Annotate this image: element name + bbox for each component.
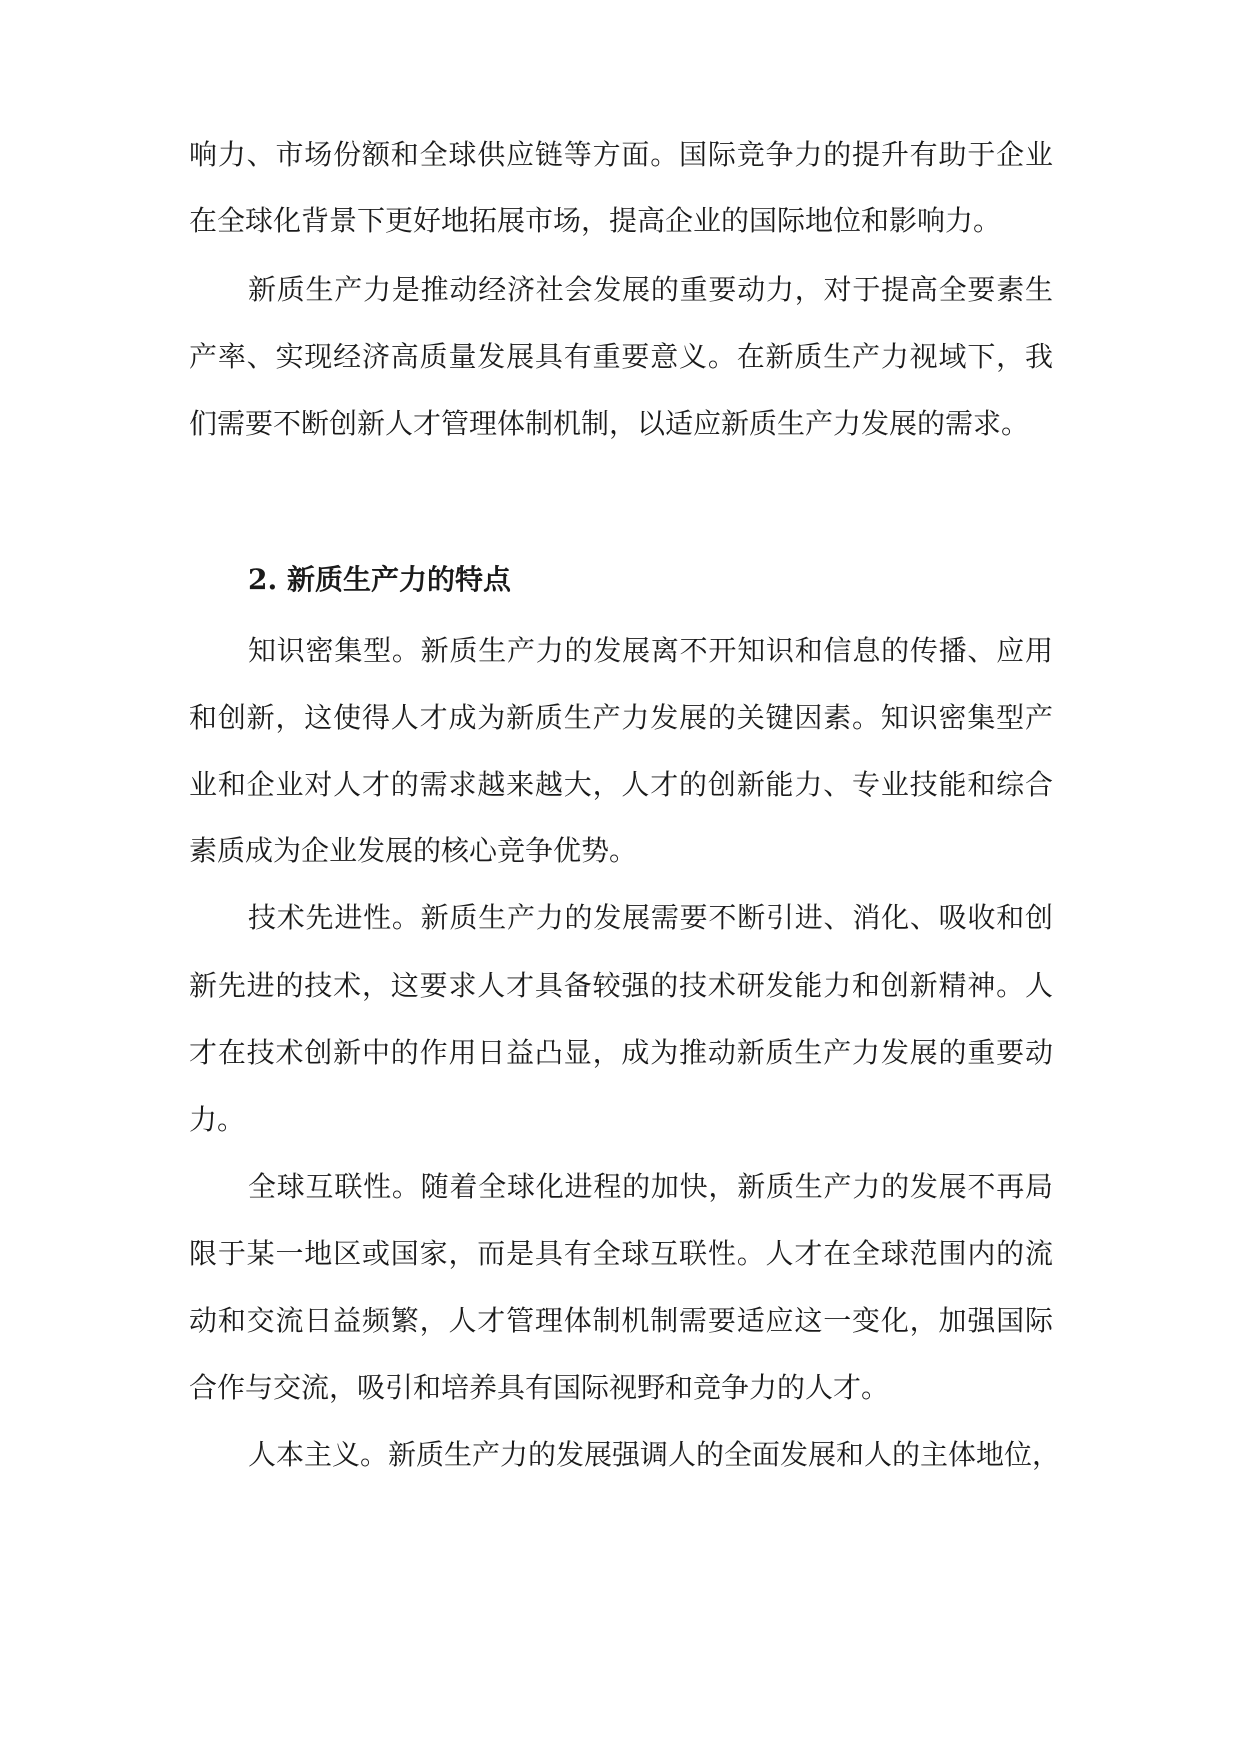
text-line: 动和交流日益频繁，人才管理体制机制需要适应这一变化，加强国际 xyxy=(189,1304,1053,1337)
text-line: 和创新，这使得人才成为新质生产力发展的关键因素。知识密集型产 xyxy=(189,701,1053,734)
section-heading: 2. 新质生产力的特点 xyxy=(248,563,511,596)
text-line: 在全球化背景下更好地拓展市场，提高企业的国际地位和影响力。 xyxy=(189,204,1002,237)
text-line: 产率、实现经济高质量发展具有重要意义。在新质生产力视域下，我 xyxy=(189,340,1053,373)
text-line: 人本主义。新质生产力的发展强调人的全面发展和人的主体地位， xyxy=(248,1438,1061,1471)
text-line: 知识密集型。新质生产力的发展离不开知识和信息的传播、应用 xyxy=(248,634,1053,667)
text-line: 限于某一地区或国家，而是具有全球互联性。人才在全球范围内的流 xyxy=(189,1237,1053,1270)
text-line: 合作与交流，吸引和培养具有国际视野和竞争力的人才。 xyxy=(189,1371,890,1404)
text-line: 新质生产力是推动经济社会发展的重要动力，对于提高全要素生 xyxy=(248,273,1053,306)
text-line: 才在技术创新中的作用日益凸显，成为推动新质生产力发展的重要动 xyxy=(189,1036,1053,1069)
text-line: 技术先进性。新质生产力的发展需要不断引进、消化、吸收和创 xyxy=(248,901,1053,934)
text-line: 响力、市场份额和全球供应链等方面。国际竞争力的提升有助于企业 xyxy=(189,138,1053,171)
text-line: 全球互联性。随着全球化进程的加快，新质生产力的发展不再局 xyxy=(248,1170,1053,1203)
text-line: 新先进的技术，这要求人才具备较强的技术研发能力和创新精神。人 xyxy=(189,969,1053,1002)
text-line: 业和企业对人才的需求越来越大，人才的创新能力、专业技能和综合 xyxy=(189,768,1053,801)
text-line: 力。 xyxy=(189,1103,246,1136)
text-line: 素质成为企业发展的核心竞争优势。 xyxy=(189,834,638,867)
text-line: 们需要不断创新人才管理体制机制，以适应新质生产力发展的需求。 xyxy=(189,407,1030,440)
